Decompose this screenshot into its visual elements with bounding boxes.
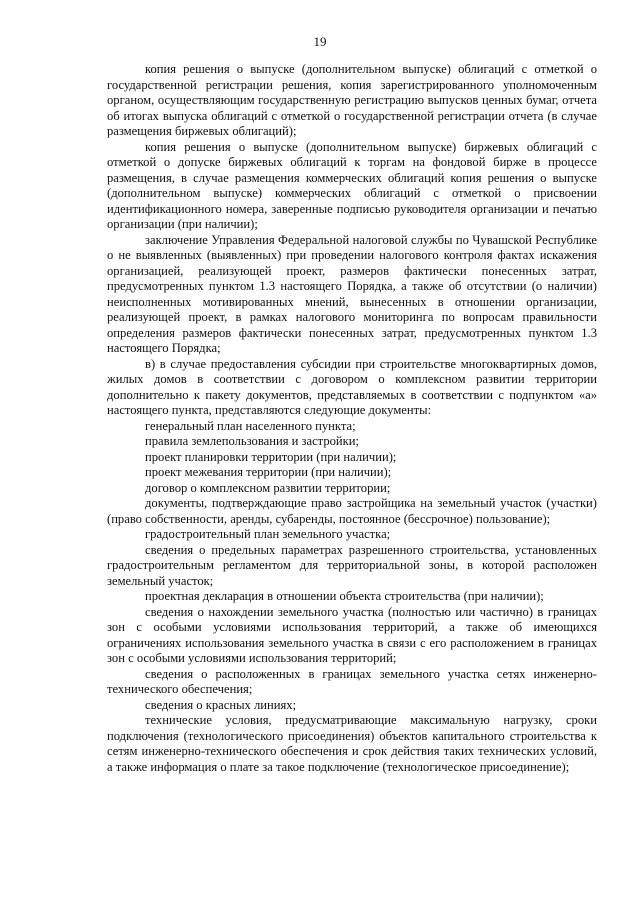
list-item: технические условия, предусматривающие максимальную нагрузку, сроки подключения (технологического присоединения) объектов капитального строительства к сетям инженерно-технического обеспечения и срок действия таких технических условий, а также информация о плате за такое подключение (технологическое присоединение);	[107, 713, 597, 774]
list-item: сведения о предельных параметрах разрешенного строительства, установленных градостроительным регламентом для территориальной зоны, в которой расположен земельный участок;	[107, 542, 597, 588]
list-item: документы, подтверждающие право застройщика на земельный участок (участки) (право собственности, аренды, субаренды, постоянное (бессрочное) пользование);	[107, 496, 597, 526]
list-item: проект межевания территории (при наличии);	[145, 465, 392, 479]
list-item: проектная декларация в отношении объекта строительства (при наличии);	[145, 589, 544, 603]
list-item: сведения о расположенных в границах земельного участка сетях инженерно-технического обеспечения;	[107, 666, 597, 696]
list-item: генеральный план населенного пункта;	[145, 418, 356, 433]
paragraph: копия решения о выпуске (дополнительном выпуске) облигаций с отметкой о государственной регистрации решения, копия зарегистрированного уполномоченным органом, осуществляющим государственную регистрацию выпусков ценных бумаг, отчета об итогах выпуска облигаций с отметкой о государственной регистрации отчета (в случае размещения биржевых облигаций);	[107, 62, 597, 138]
list-item: градостроительный план земельного участка;	[145, 527, 391, 541]
list-item: сведения о красных линиях;	[145, 697, 297, 712]
list-item: правила землепользования и застройки;	[145, 434, 360, 448]
list-item: договор о комплексном развитии территории;	[145, 480, 391, 495]
page-number: 19	[313, 34, 327, 49]
paragraph: копия решения о выпуске (дополнительном выпуске) биржевых облигаций с отметкой о допуске биржевых облигаций к торгам на фондовой бирже в процессе размещения, в случае размещения коммерческих облигаций копия решения о выпуске (дополнительном выпуске) коммерческих облигаций с отметкой о присвоении идентификационного номера, заверенные подписью руководителя организации и печатью организации (при наличии);	[107, 139, 597, 231]
document-body	[107, 62, 597, 775]
list-item: проект планировки территории (при наличии);	[145, 449, 397, 464]
list-item: сведения о нахождении земельного участка (полностью или частично) в границах зон с особыми условиями использования территорий, а также об имеющихся ограничениях использования земельного участка в связи с его расположением в границах зон с особыми условиями использования территорий;	[107, 604, 597, 665]
paragraph: в) в случае предоставления субсидии при строительстве многоквартирных домов, жилых домов в соответствии с договором о комплексном развитии территории дополнительно к пакету документов, представляемых в соответствии с подпунктом «а» настоящего пункта, представляются следующие документы:	[107, 356, 597, 417]
paragraph: заключение Управления Федеральной налоговой службы по Чувашской Республике о не выявленных (выявленных) при проведении налогового контроля фактах искажения организацией, реализующей проект, размеров фактически понесенных затрат, предусмотренных пунктом 1.3 настоящего Порядка, а также об отсутствии (о наличии) неисполненных мотивированных мнений, вынесенных в отношении организации, реализующей проект, в рамках налогового мониторинга по вопросам правильности определения размеров фактически понесенных затрат, предусмотренных пунктом 1.3 настоящего Порядка;	[107, 232, 597, 355]
